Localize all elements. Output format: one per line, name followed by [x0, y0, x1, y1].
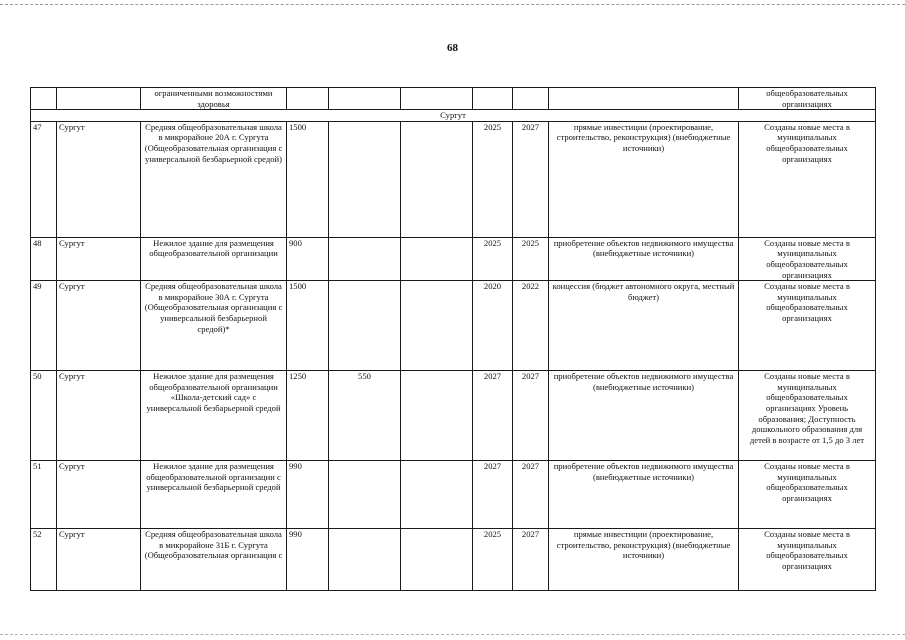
area-cell	[329, 237, 401, 280]
table-row	[31, 281, 876, 371]
cont-start-cell	[473, 88, 513, 110]
extra-cell	[401, 281, 473, 371]
table-row	[31, 529, 876, 591]
section-row	[31, 110, 876, 122]
city-cell: Сургут	[57, 121, 141, 237]
mechanism-cell: приобретение объектов недвижимого имущества (внебюджетные источники)	[549, 237, 739, 280]
end-year-cell: 2025	[513, 237, 549, 280]
start-year-cell: 2027	[473, 371, 513, 461]
table-body	[31, 121, 876, 590]
extra-cell	[401, 529, 473, 591]
start-year-cell: 2027	[473, 461, 513, 529]
city-cell: Сургут	[57, 281, 141, 371]
start-year-cell: 2025	[473, 237, 513, 280]
end-year-cell: 2027	[513, 371, 549, 461]
row-number: 50	[31, 371, 57, 461]
cont-col6-cell	[401, 88, 473, 110]
capacity-cell: 900	[287, 237, 329, 280]
object-name-cell: Средняя общеобразовательная школа в микрорайоне 30А г. Сургута (Общеобразовательная организация с универсальной безбарьерной средой)*	[141, 281, 287, 371]
mechanism-cell: приобретение объектов недвижимого имущества (внебюджетные источники)	[549, 461, 739, 529]
mechanism-cell: прямые инвестиции (проектирование, строительство, реконструкция) (внебюджетные источники)	[549, 121, 739, 237]
cont-name-cell: ограниченными возможностями здоровья	[141, 88, 287, 110]
cont-city-cell	[57, 88, 141, 110]
area-cell: 550	[329, 371, 401, 461]
result-cell: Созданы новые места в муниципальных общеобразовательных организациях	[739, 237, 876, 280]
object-name-cell: Средняя общеобразовательная школа в микрорайоне 20А г. Сургута (Общеобразовательная организация с универсальной безбарьерной средой)	[141, 121, 287, 237]
page-number: 68	[447, 42, 458, 54]
extra-cell	[401, 237, 473, 280]
object-name-cell: Нежилое здание для размещения общеобразовательной организации «Школа-детский сад» с универсальной безбарьерной средой	[141, 371, 287, 461]
scan-edge-top	[0, 4, 905, 5]
mechanism-cell: приобретение объектов недвижимого имущества (внебюджетные источники)	[549, 371, 739, 461]
row-number: 49	[31, 281, 57, 371]
result-cell: Созданы новые места в муниципальных общеобразовательных организациях	[739, 281, 876, 371]
extra-cell	[401, 461, 473, 529]
continuation-row	[31, 88, 876, 110]
cont-capacity-cell	[287, 88, 329, 110]
cont-num-cell	[31, 88, 57, 110]
table-row	[31, 371, 876, 461]
cont-mechanism-cell	[549, 88, 739, 110]
capacity-cell: 1500	[287, 121, 329, 237]
cont-end-cell	[513, 88, 549, 110]
extra-cell	[401, 121, 473, 237]
area-cell	[329, 529, 401, 591]
table-row	[31, 121, 876, 237]
result-cell: Созданы новые места в муниципальных общеобразовательных организациях	[739, 529, 876, 591]
start-year-cell: 2020	[473, 281, 513, 371]
area-cell	[329, 121, 401, 237]
mechanism-cell: прямые инвестиции (проектирование, строительство, реконструкция) (внебюджетные источники)	[549, 529, 739, 591]
row-number: 51	[31, 461, 57, 529]
city-cell: Сургут	[57, 461, 141, 529]
end-year-cell: 2027	[513, 529, 549, 591]
mechanism-cell: концессия (бюджет автономного округа, местный бюджет)	[549, 281, 739, 371]
row-number: 52	[31, 529, 57, 591]
row-number: 47	[31, 121, 57, 237]
city-cell: Сургут	[57, 371, 141, 461]
cont-result-cell: общеобразовательных организациях	[739, 88, 876, 110]
table-row	[31, 461, 876, 529]
section-title: Сургут	[31, 110, 876, 122]
area-cell	[329, 281, 401, 371]
end-year-cell: 2027	[513, 121, 549, 237]
start-year-cell: 2025	[473, 121, 513, 237]
start-year-cell: 2025	[473, 529, 513, 591]
capacity-cell: 990	[287, 461, 329, 529]
end-year-cell: 2022	[513, 281, 549, 371]
objects-table	[30, 87, 876, 591]
extra-cell	[401, 371, 473, 461]
city-cell: Сургут	[57, 529, 141, 591]
cont-area-cell	[329, 88, 401, 110]
object-name-cell: Нежилое здание для размещения общеобразовательной организации с универсальной безбарьерной средой	[141, 461, 287, 529]
area-cell	[329, 461, 401, 529]
row-number: 48	[31, 237, 57, 280]
scan-edge-bottom	[0, 634, 905, 635]
result-cell: Созданы новые места в муниципальных общеобразовательных организациях	[739, 121, 876, 237]
capacity-cell: 1250	[287, 371, 329, 461]
city-cell: Сургут	[57, 237, 141, 280]
result-cell: Созданы новые места в муниципальных общеобразовательных организациях Уровень образования; Доступность дошкольного образования для детей в возрасте от 1,5 до 3 лет	[739, 371, 876, 461]
capacity-cell: 1500	[287, 281, 329, 371]
end-year-cell: 2027	[513, 461, 549, 529]
capacity-cell: 990	[287, 529, 329, 591]
object-name-cell: Средняя общеобразовательная школа в микрорайоне 31Б г. Сургута (Общеобразовательная организация с	[141, 529, 287, 591]
table-row	[31, 237, 876, 280]
result-cell: Созданы новые места в муниципальных общеобразовательных организациях	[739, 461, 876, 529]
object-name-cell: Нежилое здание для размещения общеобразовательной организации	[141, 237, 287, 280]
